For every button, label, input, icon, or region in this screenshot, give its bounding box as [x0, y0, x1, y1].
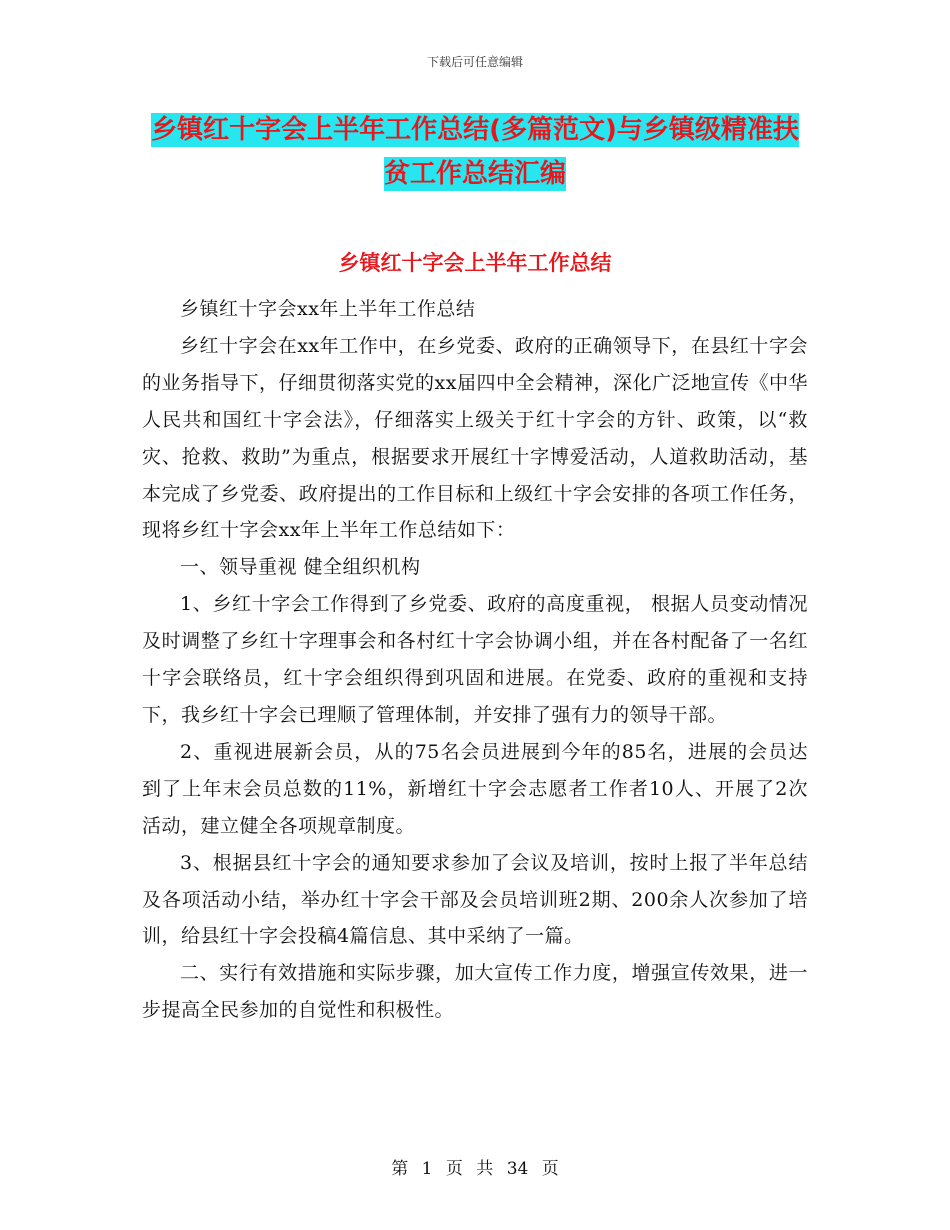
- paragraph-item-2: 2、重视进展新会员，从的75名会员进展到今年的85名，进展的会员达到了上年末会员总数的11%，新增红十字会志愿者工作者10人、开展了2次活动，建立健全各项规章制度。: [142, 740, 808, 837]
- paragraph-heading-1: 一、领导重视 健全组织机构: [180, 556, 421, 579]
- page-footer: 第 1 页 共 34 页: [391, 1159, 559, 1179]
- paragraph-item-3: 3、根据县红十字会的通知要求参加了会议及培训，按时上报了半年总结及各项活动小结，举办红十字会干部及会员培训班2期、200余人次参加了培训，给县红十字会投稿4篇信息、其中采纳了一篇。: [142, 851, 808, 948]
- paragraph-item-1: 1、乡红十字会工作得到了乡党委、政府的高度重视， 根据人员变动情况及时调整了乡红十字理事会和各村红十字会协调小组，并在各村配备了一名红十字会联络员，红十字会组织得到巩固和进展。在党委、政府的重视和支持下，我乡红十字会已理顺了管理体制，并安排了强有力的领导干部。: [142, 593, 808, 726]
- document-body: [142, 291, 808, 1029]
- document-title-text: 乡镇红十字会上半年工作总结(多篇范文)与乡镇级精准扶贫工作总结汇编: [151, 115, 799, 189]
- section-title: 乡镇红十字会上半年工作总结: [338, 251, 612, 275]
- paragraph-subtitle: 乡镇红十字会xx年上半年工作总结: [180, 298, 476, 320]
- paragraph-intro: 乡红十字会在xx年工作中，在乡党委、政府的正确领导下，在县红十字会的业务指导下，仔细贯彻落实党的xx届四中全会精神，深化广泛地宣传《中华人民共和国红十字会法》，仔细落实上级关于红十字会的方针、政策，以“救灾、抢救、救助”为重点，根据要求开展红十字博爱活动，人道救助活动，基本完成了乡党委、政府提出的工作目标和上级红十字会安排的各项工作任务，现将乡红十字会xx年上半年工作总结如下：: [142, 334, 808, 542]
- header-note: 下载后可任意编辑: [426, 55, 523, 69]
- paragraph-heading-2: 二、实行有效措施和实际步骤，加大宣传工作力度，增强宣传效果，进一步提高全民参加的自觉性和积极性。: [142, 962, 808, 1022]
- document-title: [140, 108, 810, 196]
